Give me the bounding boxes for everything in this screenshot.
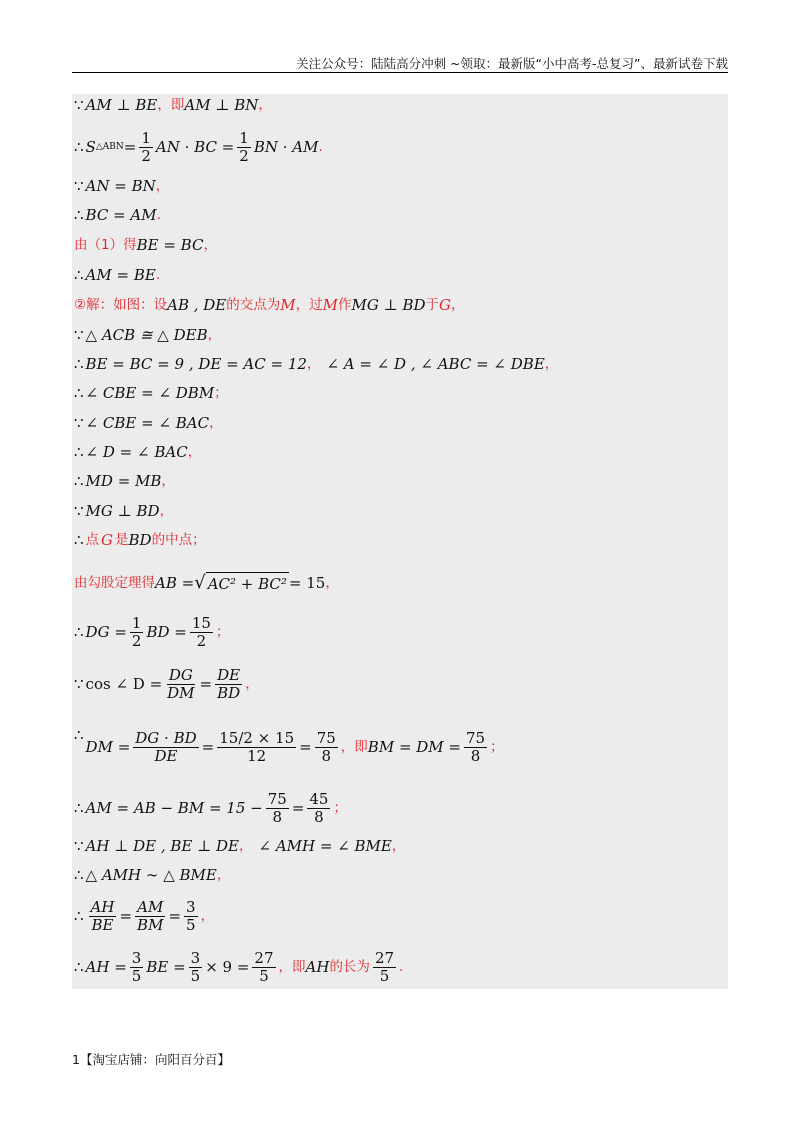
red-text: ，	[161, 473, 175, 489]
math-text: △ AMH ∼ △ BME	[85, 866, 217, 884]
red-text: ，	[325, 575, 339, 591]
solution-line-15	[74, 529, 206, 551]
therefore-symbol: ∴	[74, 355, 84, 373]
red-text: ，	[187, 444, 202, 460]
red-text: ，	[306, 356, 321, 372]
header-divider	[72, 72, 728, 73]
math-text: =	[291, 799, 305, 817]
solution-line-10	[74, 382, 228, 404]
therefore-symbol: ∴	[74, 907, 84, 925]
math-text: ∠ AMH = ∠ BME	[258, 837, 392, 855]
math-text: AM ⊥ BE	[85, 96, 158, 114]
because-symbol: ∵	[74, 502, 84, 520]
red-text: 由（1）得	[74, 237, 137, 253]
math-text: DG =	[85, 623, 127, 641]
math-text: MD = MB	[85, 472, 162, 490]
solution-line-5	[74, 234, 217, 256]
math-text: AN · BC =	[155, 138, 235, 156]
red-italic-text: M	[280, 296, 296, 314]
math-text: MG ⊥ BD	[85, 502, 160, 520]
math-text: × 9 =	[205, 958, 250, 976]
red-italic-text: G	[439, 296, 451, 314]
because-symbol: ∵	[74, 326, 84, 344]
math-text: =	[299, 738, 312, 756]
red-text: .	[318, 139, 323, 155]
red-text: ；	[333, 800, 347, 816]
therefore-symbol: ∴	[74, 138, 84, 156]
red-text: ，	[258, 97, 272, 113]
fraction: $\frac{DG}{DM}$	[167, 666, 195, 702]
solution-line-19	[74, 724, 504, 770]
red-text: ；	[214, 385, 228, 401]
red-text: ，	[200, 908, 215, 924]
red-text: ，过	[295, 297, 323, 313]
solution-line-14	[74, 500, 173, 522]
therefore-symbol: ∴	[74, 266, 84, 284]
fraction: $\frac{75}{8}$	[316, 729, 336, 765]
math-text: BD	[128, 531, 152, 549]
red-text: ，	[207, 327, 222, 343]
therefore-symbol: ∴	[74, 472, 84, 490]
red-text: 作	[337, 297, 352, 313]
therefore-symbol: ∴	[74, 866, 84, 884]
therefore-symbol: ∴	[74, 799, 84, 817]
math-text: = 15	[288, 574, 326, 592]
red-text: 是	[115, 532, 129, 548]
red-italic-text: G	[101, 531, 114, 549]
solution-line-13	[74, 470, 175, 492]
red-italic-text: M	[322, 296, 338, 314]
solution-line-11	[74, 412, 223, 434]
math-text: AH =	[85, 958, 127, 976]
red-text: 的中点；	[151, 532, 206, 548]
solution-line-4	[74, 204, 161, 226]
solution-line-24	[74, 950, 403, 984]
red-text: ，	[451, 297, 465, 313]
red-text: ；	[490, 739, 504, 755]
red-text: ，	[155, 178, 170, 194]
fraction: $\frac{45}{8}$	[309, 790, 329, 826]
solution-line-16	[74, 570, 339, 596]
red-text: ，	[159, 503, 174, 519]
sqrt-icon: √	[194, 572, 206, 593]
math-text: ∠ CBE = ∠ DBM	[85, 384, 215, 402]
fraction: $\frac{DE}{BD}$	[217, 666, 241, 702]
red-text: ，即	[278, 959, 306, 975]
because-symbol: ∵	[74, 414, 84, 432]
math-text: DM =	[85, 738, 131, 756]
math-text: AM ⊥ BN	[184, 96, 259, 114]
because-symbol: ∵	[74, 96, 84, 114]
red-text: ，	[391, 838, 406, 854]
red-text: ，即	[157, 97, 185, 113]
math-text: MG ⊥ BD	[351, 296, 426, 314]
math-text: =	[168, 907, 182, 925]
fraction: $\frac{AM}{BM}$	[137, 898, 164, 934]
red-text: 于	[425, 297, 440, 313]
math-text: =	[119, 907, 133, 925]
math-text: S	[85, 138, 96, 156]
fraction: $\frac{3}{5}$	[186, 898, 196, 934]
therefore-symbol: ∴	[74, 531, 84, 549]
red-text: 的交点为	[226, 297, 281, 313]
math-text: BE = BC	[136, 236, 204, 254]
red-text: .	[156, 207, 161, 223]
math-text: AM = AB − BM = 15 −	[85, 799, 263, 817]
page-footer: 1【淘宝店铺：向阳百分百】	[72, 1052, 230, 1067]
math-text: BE =	[146, 958, 186, 976]
solution-line-12	[74, 441, 201, 463]
therefore-symbol: ∴	[74, 623, 84, 641]
math-text: =	[201, 738, 215, 756]
fraction: $\frac{15/2 \times 15}{12}$	[219, 729, 295, 765]
therefore-symbol: ∴	[74, 384, 84, 402]
therefore-symbol: ∴	[74, 726, 84, 744]
math-subscript: △ABN	[95, 142, 124, 152]
therefore-symbol: ∴	[74, 206, 84, 224]
solution-line-8	[74, 324, 221, 346]
math-text: △ ACB ≅ △ DEB	[85, 326, 208, 344]
solution-line-6	[74, 264, 160, 286]
math-text: AH	[305, 958, 330, 976]
fraction: $\frac{1}{2}$	[131, 614, 142, 650]
fraction: $\frac{1}{2}$	[141, 129, 151, 165]
red-text: 由勾股定理得	[74, 575, 155, 591]
solution-line-1	[74, 94, 272, 116]
solution-line-3	[74, 175, 169, 197]
solution-line-20	[74, 792, 347, 824]
solution-line-17	[74, 616, 229, 648]
solution-line-22	[74, 864, 230, 886]
fraction: $\frac{1}{2}$	[239, 129, 249, 165]
fraction: $\frac{15}{2}$	[191, 614, 211, 650]
red-text: 的长为	[329, 959, 370, 975]
math-text: BN · AM	[253, 138, 319, 156]
solution-line-21	[74, 835, 405, 857]
math-text: AH ⊥ DE , BE ⊥ DE	[85, 837, 239, 855]
math-text: =	[199, 675, 213, 693]
red-text: ，	[203, 237, 217, 253]
math-text: cos ∠ D =	[85, 675, 163, 693]
red-text: ，	[245, 676, 259, 692]
because-symbol: ∵	[74, 675, 84, 693]
therefore-symbol: ∴	[74, 958, 84, 976]
page-header: 关注公众号：陆陆高分冲刺 ~领取：最新版“小中高考-总复习”、最新试卷下载	[296, 56, 728, 71]
solution-line-2	[74, 129, 323, 165]
red-text: ，	[216, 867, 231, 883]
math-text: AN = BN	[85, 177, 156, 195]
math-text: ∠ CBE = ∠ BAC	[85, 414, 210, 432]
fraction: $\frac{3}{5}$	[131, 949, 142, 985]
solution-line-18	[74, 668, 259, 700]
math-text: AC² + BC²	[206, 572, 289, 595]
because-symbol: ∵	[74, 177, 84, 195]
math-text: AM = BE	[85, 266, 156, 284]
fraction: $\frac{27}{5}$	[254, 949, 274, 985]
math-text: ∠ D = ∠ BAC	[85, 443, 188, 461]
red-text: .	[155, 267, 161, 283]
red-text: ；	[215, 624, 230, 640]
math-text: BD =	[146, 623, 187, 641]
red-text: 点	[85, 532, 100, 548]
solution-line-9	[74, 353, 558, 375]
red-text: .	[399, 959, 404, 975]
fraction: $\frac{DG \cdot BD}{DE}$	[135, 729, 197, 765]
math-text: BM = DM =	[367, 738, 462, 756]
solution-line-7	[74, 294, 465, 316]
math-text: AB =	[155, 574, 195, 592]
red-text: ②解：如图：设	[74, 297, 168, 313]
red-text: ，	[209, 415, 223, 431]
because-symbol: ∵	[74, 837, 84, 855]
red-text: ，	[238, 838, 253, 854]
fraction: $\frac{3}{5}$	[190, 949, 201, 985]
math-text: BC = AM	[85, 206, 157, 224]
therefore-symbol: ∴	[74, 443, 84, 461]
fraction: $\frac{75}{8}$	[466, 729, 486, 765]
red-text: ，即	[340, 739, 368, 755]
math-text: ∠ A = ∠ D , ∠ ABC = ∠ DBE	[326, 355, 545, 373]
solution-line-23	[74, 899, 214, 933]
fraction: $\frac{75}{8}$	[267, 790, 287, 826]
red-text: ，	[544, 356, 559, 372]
math-text: AB , DE	[167, 296, 227, 314]
fraction: $\frac{AH}{BE}$	[90, 898, 115, 934]
math-text: BE = BC = 9 , DE = AC = 12	[85, 355, 307, 373]
fraction: $\frac{27}{5}$	[374, 949, 395, 985]
math-text: =	[123, 138, 137, 156]
